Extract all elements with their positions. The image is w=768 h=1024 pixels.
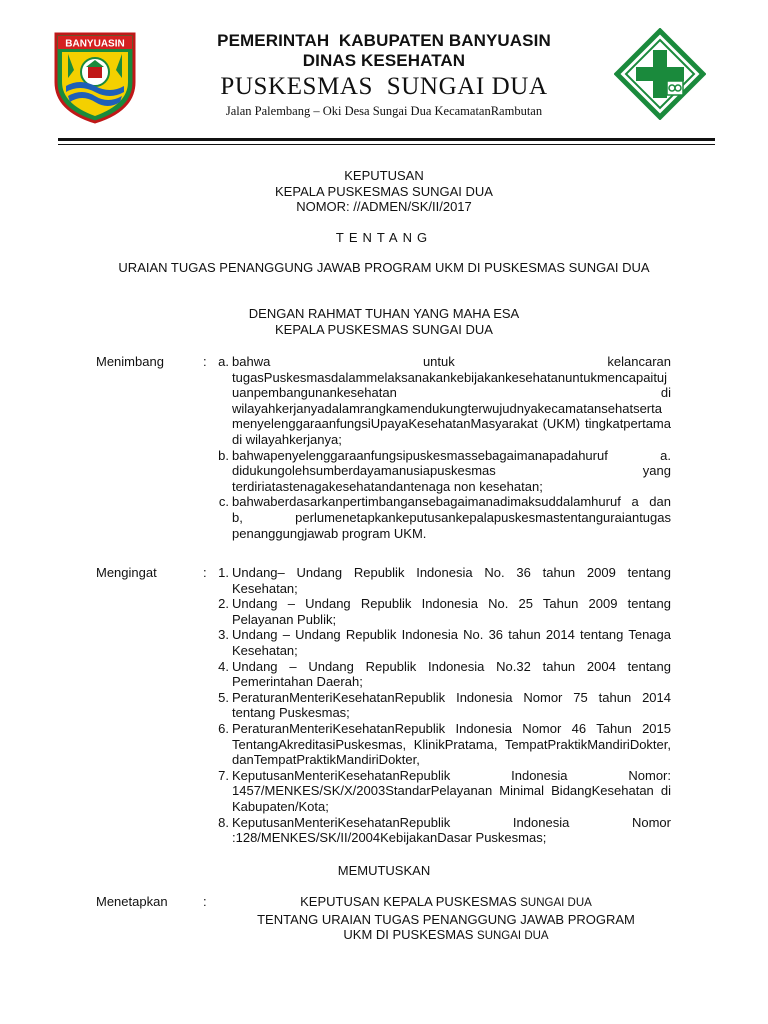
mengingat-item — [212, 627, 671, 658]
list-item-text: KeputusanMenteriKesehatanRepublik Indonesia Nomor: 1457/MENKES/SK/X/2003StandarPelayanan Minimal BidangKesehatan di Kabupaten/Kota; — [232, 767, 671, 814]
blessing-line-2: KEPALA PUSKESMAS SUNGAI DUA — [275, 321, 493, 337]
menetapkan-line-1-place: SUNGAI DUA — [520, 897, 592, 909]
puskesmas-cross-logo — [614, 28, 706, 120]
mengingat-item — [212, 690, 671, 721]
list-marker: 3. — [218, 627, 229, 643]
list-marker: 5. — [218, 689, 229, 705]
list-marker: 7. — [218, 767, 229, 783]
decree-number: NOMOR: //ADMEN/SK/II/2017 — [296, 199, 472, 214]
banyuasin-emblem-logo — [52, 30, 138, 124]
mengingat-item — [212, 596, 671, 627]
mengingat-item — [212, 565, 671, 596]
menetapkan-line-3-place: SUNGAI DUA — [477, 930, 549, 943]
menetapkan-line-1-main: KEPUTUSAN KEPALA PUSKESMAS — [300, 894, 521, 909]
mengingat-item — [212, 659, 671, 690]
menimbang-colon: : — [203, 354, 207, 369]
list-marker: a. — [218, 354, 229, 369]
list-item-text: bahwaberdasarkanpertimbangansebagaimanadimaksuddalamhuruf a dan b, perlumenetapkankeputusankepalapuskesmastentanguraiantugas penanggungjawab program UKM. — [232, 494, 671, 541]
menimbang-label: Menimbang — [96, 354, 164, 369]
header-rule-thin — [58, 144, 715, 145]
list-marker: 4. — [218, 658, 229, 674]
decree-heading: KEPUTUSAN — [344, 168, 424, 183]
letterhead-agency: DINAS KESEHATAN — [302, 51, 466, 70]
list-item-text: Undang – Undang Republik Indonesia No. 25 Tahun 2009 tentang Pelayanan Publik; — [232, 596, 671, 627]
mengingat-label: Mengingat — [96, 565, 157, 580]
mengingat-item — [212, 768, 671, 815]
decree-title — [60, 168, 708, 215]
list-item-text: Undang – Undang Republik Indonesia No.32 tahun 2004 tentang Pemerintahan Daerah; — [232, 658, 671, 690]
decree-subject: URAIAN TUGAS PENANGGUNG JAWAB PROGRAM UKM DI PUSKESMAS SUNGAI DUA — [118, 260, 650, 275]
mengingat-item — [212, 721, 671, 768]
list-item-text: PeraturanMenteriKesehatanRepublik Indonesia Nomor 75 tahun 2014 tentang Puskesmas; — [232, 689, 671, 721]
menetapkan-colon: : — [203, 894, 207, 909]
menetapkan-line-2: TENTANG URAIAN TUGAS PENANGGUNG JAWAB PROGRAM — [257, 911, 635, 927]
menetapkan-line-1 — [216, 894, 676, 912]
blessing — [60, 306, 708, 337]
menetapkan-line-3-main: UKM DI PUSKESMAS — [343, 927, 478, 943]
menetapkan-content — [216, 894, 676, 945]
list-marker: b. — [218, 447, 229, 463]
mengingat-item — [212, 815, 671, 846]
list-marker: 6. — [218, 720, 229, 736]
letterhead-government: PEMERINTAH KABUPATEN BANYUASIN — [217, 31, 551, 50]
mengingat-list — [212, 565, 671, 846]
header-rule-thick — [58, 138, 715, 141]
list-marker: 2. — [218, 596, 229, 612]
menetapkan-label: Menetapkan — [96, 894, 168, 909]
menimbang-item — [212, 448, 671, 495]
list-item-text: KeputusanMenteriKesehatanRepublik Indonesia Nomor :128/MENKES/SK/II/2004KebijakanDasar Puskesmas; — [232, 814, 671, 846]
decree-issuer: KEPALA PUSKESMAS SUNGAI DUA — [275, 183, 493, 199]
memutuskan-heading: MEMUTUSKAN — [337, 863, 431, 878]
letterhead — [140, 31, 628, 119]
list-item-text: Undang– Undang Republik Indonesia No. 36 tahun 2009 tentang Kesehatan; — [232, 565, 671, 596]
blessing-line-1: DENGAN RAHMAT TUHAN YANG MAHA ESA — [248, 306, 520, 321]
menimbang-item — [212, 494, 671, 541]
menimbang-list — [212, 354, 671, 541]
list-item-text: bahwapenyelenggaraanfungsipuskesmassebagaimanapadahuruf a. didukungolehsumberdayamanusiapuskesmas yang terdiriatastenagakesehatandantenaga non kesehatan; — [232, 447, 671, 494]
list-marker: c. — [218, 494, 229, 510]
menetapkan-line-3 — [216, 927, 676, 945]
mengingat-colon: : — [203, 565, 207, 580]
list-item-text: PeraturanMenteriKesehatanRepublik Indonesia Nomor 46 Tahun 2015 TentangAkreditasiPuskesmas, KlinikPratama, TempatPraktikMandiriDokter, danTempatPraktikMandiriDokter, — [232, 720, 671, 768]
tentang-heading: TENTANG — [335, 230, 433, 245]
list-marker: 8. — [218, 814, 229, 830]
letterhead-address: Jalan Palembang – Oki Desa Sungai Dua KecamatanRambutan — [225, 104, 543, 118]
menimbang-item — [212, 354, 671, 448]
list-item-text: Undang – Undang Republik Indonesia No. 36 tahun 2014 tentang Tenaga Kesehatan; — [232, 627, 671, 658]
logo-left-text: BANYUASIN — [65, 38, 125, 50]
list-item-text: bahwa untuk kelancaran tugasPuskesmasdalammelaksanakankebijakankesehatanuntukmencapaitujuanpembangunankesehatan di wilayahkerjanyadalamrangkamendukungterwujudnyakecamatansehatsertamenyelenggaraanfungsiUpayaKesehatanMasyarakat (UKM) tingkatpertama di wilayahkerjanya; — [232, 354, 671, 447]
letterhead-puskesmas: PUSKESMAS SUNGAI DUA — [220, 73, 548, 100]
list-marker: 1. — [218, 565, 229, 580]
